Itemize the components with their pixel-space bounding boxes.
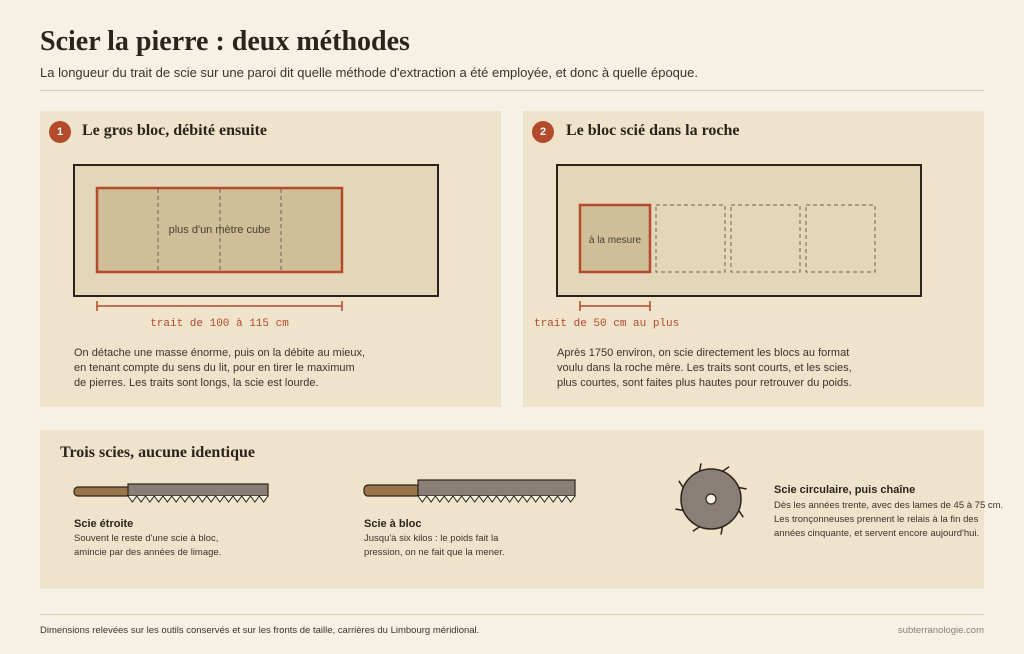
- circular-saw-tooth: [722, 467, 729, 472]
- method-2-description-line: voulu dans la roche mère. Les traits sont courts, et les scies,: [557, 362, 852, 374]
- narrow-saw-name: Scie étroite: [74, 518, 134, 530]
- footer-source: Dimensions relevées sur les outils conservés et sur les fronts de taille, carrières du Limbourg méridional.: [40, 625, 480, 636]
- circular-saw-name: Scie circulaire, puis chaîne: [774, 484, 916, 496]
- circular-saw-tooth: [679, 481, 684, 488]
- block-saw-description: [364, 532, 504, 560]
- footer-credit[interactable]: subterranologie.com: [897, 625, 984, 636]
- block-saw-description-line: pression, on ne fait que la mener.: [364, 547, 505, 558]
- method-1-title: Le gros bloc, débité ensuite: [82, 122, 268, 139]
- page-title: Scier la pierre : deux méthodes: [40, 26, 410, 57]
- narrow-saw-description-line: Souvent le reste d'une scie à bloc,: [74, 533, 219, 544]
- method-1-description-line: de pierres. Les traits sont longs, la scie est lourde.: [74, 377, 319, 389]
- circular-saw-tooth: [693, 527, 700, 532]
- method-2-number-badge: 2: [532, 121, 554, 143]
- block-saw-icon: [364, 480, 575, 502]
- method-2-block-label: à la mesure: [588, 235, 642, 246]
- narrow-saw-icon: [74, 484, 268, 502]
- circular-saw-description-line: Les tronçonneuses prennent le relais à la fin des: [774, 514, 979, 525]
- saws-title: Trois scies, aucune identique: [60, 444, 255, 461]
- method-1-description-line: en tenant compte du sens du lit, pour en tirer le maximum: [74, 362, 355, 374]
- circular-saw-icon: [675, 463, 746, 534]
- method-2-cut-label: trait de 50 cm au plus: [534, 318, 680, 330]
- block-saw-name: Scie à bloc: [364, 518, 422, 530]
- method-1-cut-label: trait de 100 à 115 cm: [150, 318, 289, 330]
- circular-saw-description: [774, 499, 1003, 541]
- method-2-description-line: plus courtes, sont faites plus hautes pour retrouver du poids.: [557, 377, 852, 389]
- block-saw-description-line: Jusqu'à six kilos : le poids fait la: [364, 533, 499, 544]
- method-1-number-badge: 1: [49, 121, 71, 143]
- circular-saw-description-line: années cinquante, et servent encore aujourd'hui.: [774, 528, 980, 539]
- method-2-title: Le bloc scié dans la roche: [566, 122, 740, 139]
- narrow-saw-description-line: amincie par des années de limage.: [74, 547, 222, 558]
- method-1-block-label: plus d'un mètre cube: [168, 224, 271, 236]
- method-1-description-line: On détache une masse énorme, puis on la débite au mieux,: [74, 347, 366, 359]
- circular-saw-tooth: [739, 510, 744, 517]
- narrow-saw-description: [74, 532, 221, 560]
- page-subtitle: La longueur du trait de scie sur une paroi dit quelle méthode d'extraction a été employée, et donc à quelle époque.: [40, 65, 698, 80]
- method-2-description-line: Après 1750 environ, on scie directement les blocs au format: [557, 347, 850, 359]
- circular-saw-description-line: Dès les années trente, avec des lames de 45 à 75 cm.: [774, 500, 1004, 511]
- footer-divider: [40, 614, 984, 615]
